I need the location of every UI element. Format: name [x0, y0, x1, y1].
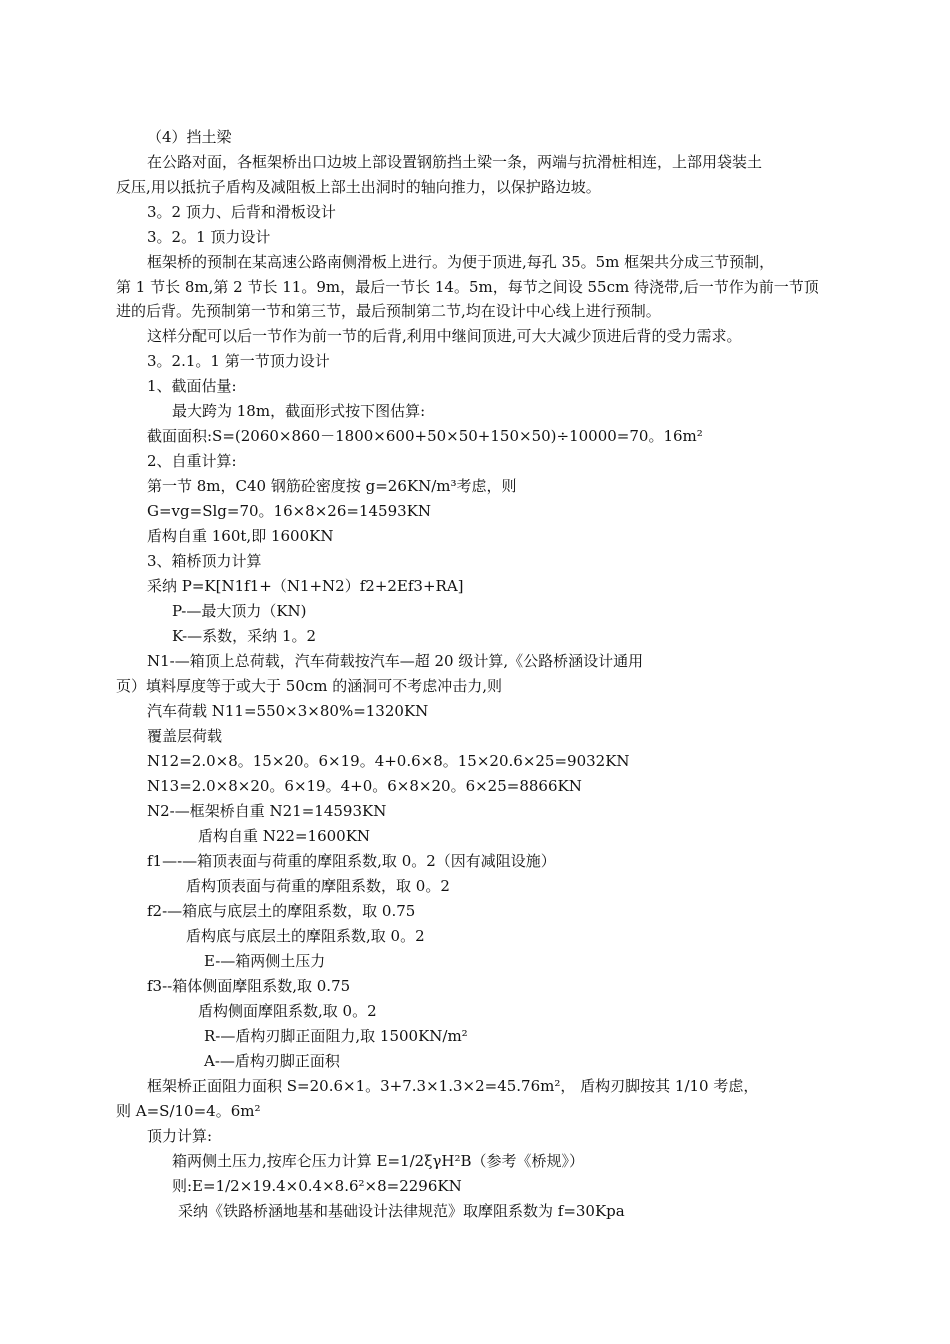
section-heading: 3。2.1。1 第一节顶力设计 — [147, 352, 330, 370]
paragraph-line: 第 1 节长 8m,第 2 节长 11。9m，最后一节长 14。5m，每节之间设 55cm 待浇带,后一节作为前一节顶 — [116, 278, 819, 296]
formula-line: 截面面积:S=(2060×860－1800×600+50×50+150×50)÷10000=70。16m² — [147, 427, 703, 445]
paragraph-line: 覆盖层荷载 — [147, 727, 223, 745]
paragraph-line: 采纳《铁路桥涵地基和基础设计法律规范》取摩阻系数为 f=30Kpa — [178, 1202, 625, 1220]
paragraph-line: 框架桥的预制在某高速公路南侧滑板上进行。为便于顶进,每孔 35。5m 框架共分成三节预制， — [147, 253, 775, 271]
formula-line: 则:E=1/2×19.4×0.4×8.6²×8=2296KN — [172, 1177, 462, 1195]
formula-line: N12=2.0×8。15×20。6×19。4+0.6×8。15×20.6×25=9032KN — [147, 752, 630, 770]
paragraph-line: 第一节 8m，C40 钢筋砼密度按 g=26KN/m³考虑，则 — [147, 477, 517, 495]
definition-line: f2-—箱底与底层土的摩阻系数，取 0.75 — [147, 902, 416, 920]
definition-line: f3--箱体侧面摩阻系数,取 0.75 — [147, 977, 351, 995]
definition-line: A-—盾构刃脚正面积 — [204, 1052, 340, 1070]
paragraph-line: 最大跨为 18m，截面形式按下图估算: — [172, 402, 426, 420]
section-heading: 3。2。1 顶力设计 — [147, 228, 271, 246]
paragraph-line: 盾构自重 160t,即 1600KN — [147, 527, 334, 545]
definition-line: 盾构自重 N22=1600KN — [198, 827, 371, 845]
definition-line: R-—盾构刃脚正面阻力,取 1500KN/m² — [204, 1027, 468, 1045]
paragraph-line: 页）填料厚度等于或大于 50cm 的涵洞可不考虑冲击力,则 — [116, 677, 503, 695]
definition-line: 盾构底与底层土的摩阻系数,取 0。2 — [186, 927, 425, 945]
paragraph-line: 则 A=S/10=4。6m² — [116, 1102, 261, 1120]
definition-line: 盾构顶表面与荷重的摩阻系数，取 0。2 — [186, 877, 450, 895]
formula-line: G=vg=Slg=70。16×8×26=14593KN — [147, 502, 431, 520]
paragraph-line: 这样分配可以后一节作为前一节的后背,利用中继间顶进,可大大减少顶进后背的受力需求。 — [147, 327, 742, 345]
formula-line: 箱两侧土压力,按库仑压力计算 E=1/2ξγH²B（参考《桥规》） — [172, 1152, 585, 1170]
section-heading: 3。2 顶力、后背和滑板设计 — [147, 203, 336, 221]
definition-line: P-—最大顶力（KN) — [172, 602, 307, 620]
definition-line: E-—箱两侧土压力 — [204, 952, 326, 970]
list-heading: 3、箱桥顶力计算 — [147, 552, 262, 570]
paragraph-line: 反压,用以抵抗子盾构及减阻板上部土出洞时的轴向推力，以保护路边坡。 — [116, 178, 601, 196]
paragraph-line: 进的后背。先预制第一节和第三节，最后预制第二节,均在设计中心线上进行预制。 — [116, 302, 661, 320]
formula-line: 汽车荷载 N11=550×3×80%=1320KN — [147, 702, 429, 720]
definition-line: N2-—框架桥自重 N21=14593KN — [147, 802, 387, 820]
definition-line: f1—-—箱顶表面与荷重的摩阻系数,取 0。2（因有减阻设施） — [147, 852, 556, 870]
list-heading: 1、截面估量: — [147, 377, 237, 395]
formula-line: 采纳 P=K[N1f1+（N1+N2）f2+2Ef3+RA] — [147, 577, 464, 595]
definition-line: K-—系数，采纳 1。2 — [172, 627, 317, 645]
heading-retaining-beam: （4）挡土梁 — [147, 128, 232, 146]
list-heading: 2、自重计算: — [147, 452, 237, 470]
definition-line: N1-—箱顶上总荷载，汽车荷载按汽车—超 20 级计算,《公路桥涵设计通用 — [147, 652, 644, 670]
paragraph-line: 框架桥正面阻力面积 S=20.6×1。3+7.3×1.3×2=45.76m²， 盾构刃脚按其 1/10 考虑， — [147, 1077, 759, 1095]
definition-line: 盾构侧面摩阻系数,取 0。2 — [198, 1002, 377, 1020]
list-heading: 顶力计算: — [147, 1127, 213, 1145]
paragraph-line: 在公路对面，各框架桥出口边坡上部设置钢筋挡土梁一条，两端与抗滑桩相连，上部用袋装土 — [147, 153, 763, 171]
formula-line: N13=2.0×8×20。6×19。4+0。6×8×20。6×25=8866KN — [147, 777, 582, 795]
